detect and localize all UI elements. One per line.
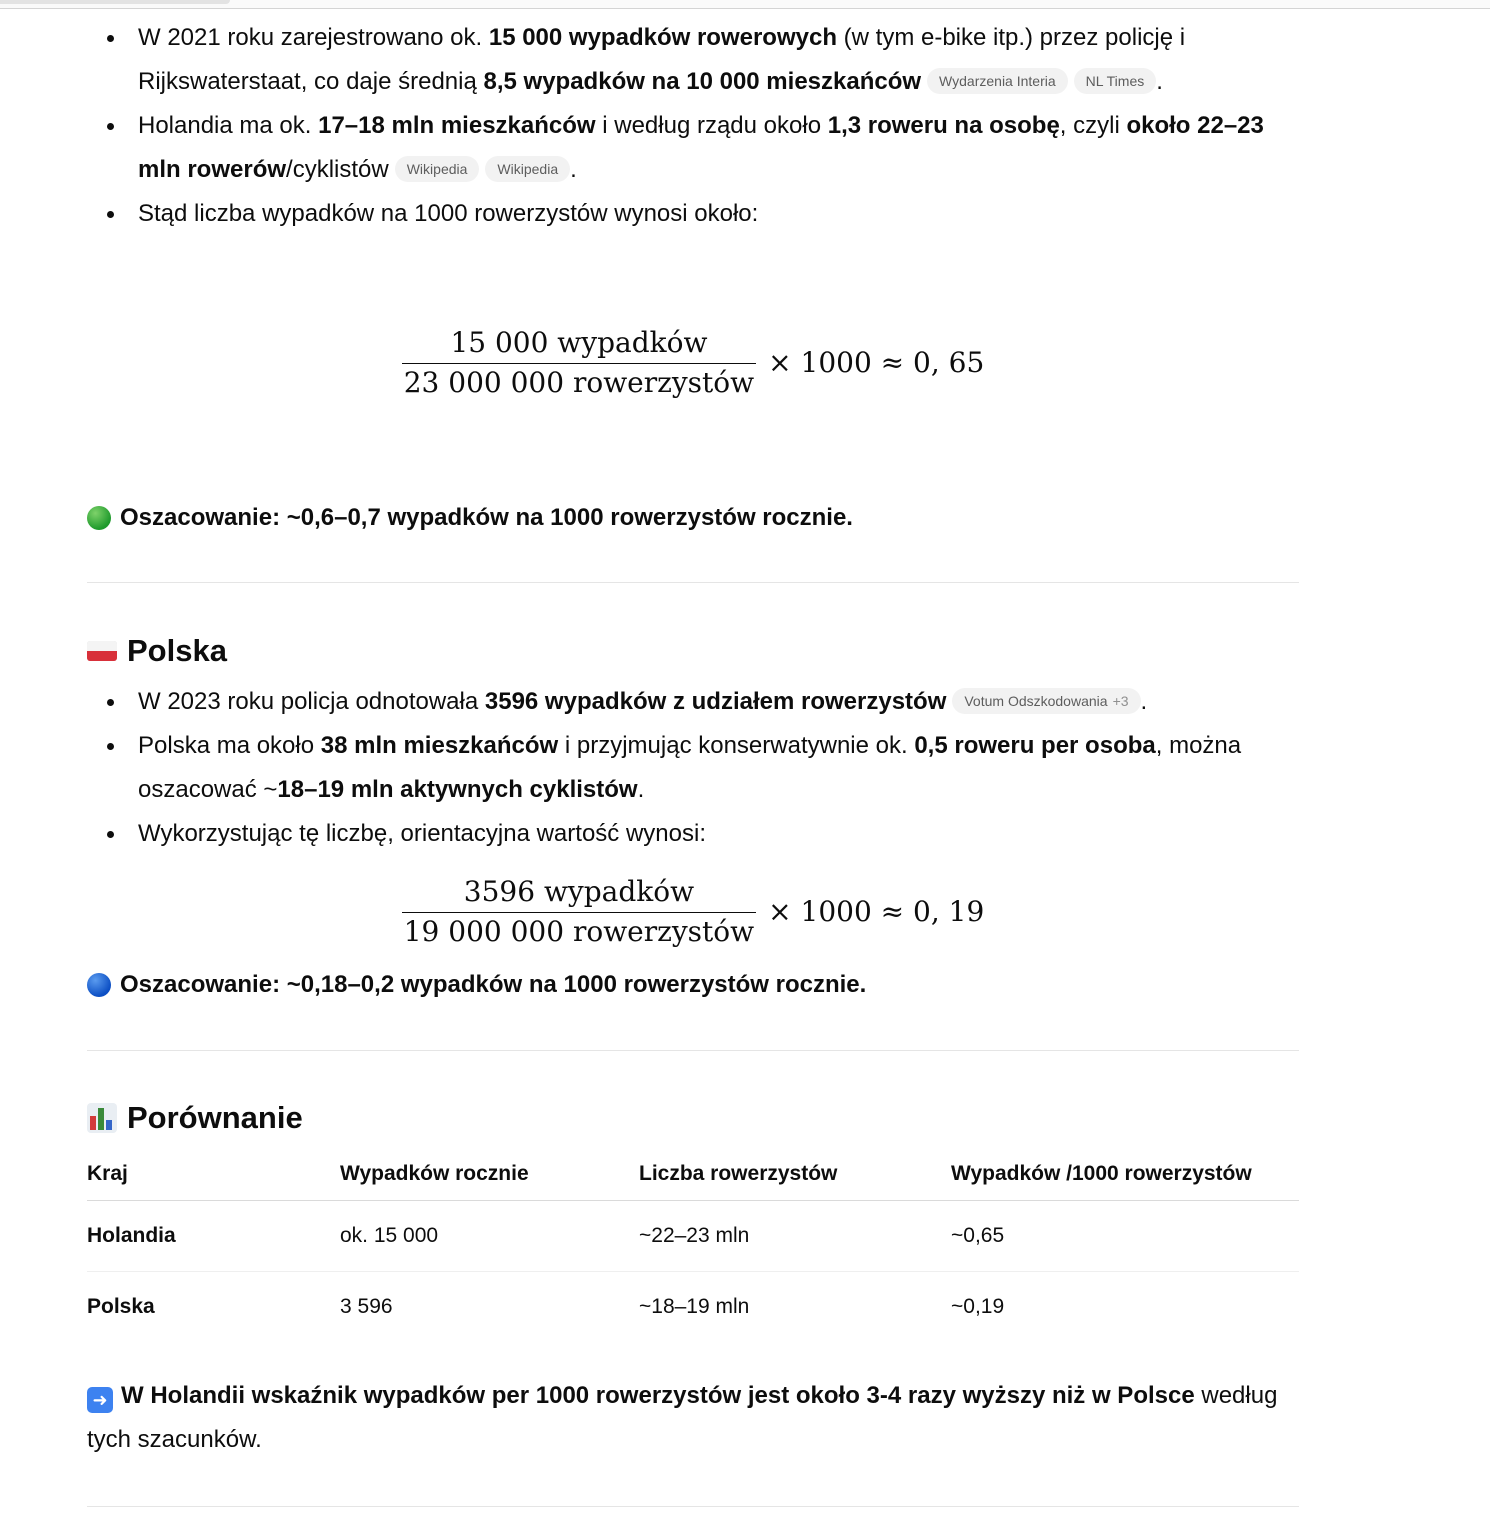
column-header: Wypadków /1000 rowerzystów <box>951 1148 1299 1201</box>
text: i według rządu około <box>595 112 828 139</box>
citation-chip[interactable] <box>952 688 1140 714</box>
bar-chart-icon <box>87 1103 117 1133</box>
chip-label: Votum Odszkodowania <box>964 693 1108 709</box>
table-cell: ~18–19 mln <box>639 1295 750 1318</box>
citation-chip[interactable]: Wikipedia <box>395 156 480 182</box>
list-item <box>87 16 1299 104</box>
text: Wykorzystując tę liczbę, orientacyjna wartość wynosi: <box>138 820 706 847</box>
column-header: Liczba rowerzystów <box>639 1148 951 1201</box>
table-cell: ok. 15 000 <box>340 1201 639 1272</box>
text: Holandia ma ok. <box>138 112 319 139</box>
estimate-text: Oszacowanie: ~0,6–0,7 wypadków na 1000 rowerzystów rocznie. <box>120 504 853 531</box>
bold-text: 15 000 wypadków rowerowych <box>488 24 837 51</box>
browser-tab-edge[interactable] <box>0 0 230 4</box>
netherlands-bullet-list <box>87 16 1299 236</box>
estimate-polska <box>87 968 1299 1002</box>
citation-chip[interactable]: NL Times <box>1074 68 1157 94</box>
table-cell: 3 596 <box>340 1295 393 1318</box>
browser-top-bar <box>0 0 1490 9</box>
table-cell: Holandia <box>87 1201 340 1272</box>
text: . <box>1156 68 1163 95</box>
list-item <box>87 104 1299 192</box>
section-heading-porownanie <box>87 1098 303 1138</box>
numerator: 15 000 wypadków <box>450 326 708 359</box>
list-item <box>87 680 1299 724</box>
text: Stąd liczba wypadków na 1000 rowerzystów wynosi około: <box>138 200 759 227</box>
column-header: Kraj <box>87 1148 340 1201</box>
right-arrow-icon: ➜ <box>87 1387 113 1413</box>
denominator: 19 000 000 rowerzystów <box>402 912 756 948</box>
comparison-table <box>87 1148 1299 1342</box>
formula-netherlands <box>87 326 1299 399</box>
table-cell: ~22–23 mln <box>639 1201 951 1272</box>
table-row <box>87 1272 1299 1343</box>
text: . <box>637 776 645 803</box>
divider <box>87 1050 1299 1051</box>
chip-count: +3 <box>1112 693 1129 709</box>
section-heading-polska <box>87 631 227 671</box>
numerator: 3596 wypadków <box>463 875 695 908</box>
text: (w tym e-bike itp.) przez policję i Rijkswaterstaat, co daje średnią <box>138 24 1186 95</box>
bold-text: 1,3 roweru na osobę <box>827 112 1060 139</box>
estimate-netherlands <box>87 501 1299 535</box>
conclusion-text: według tych szacunków. <box>87 1382 1278 1453</box>
list-item <box>87 812 1299 856</box>
bold-text: około 22–23 mln rowerów <box>138 112 1264 183</box>
estimate-text: Oszacowanie: ~0,18–0,2 wypadków na 1000 rowerzystów rocznie. <box>120 971 867 998</box>
conclusion-bold: W Holandii wskaźnik wypadków per 1000 rowerzystów jest około 3-4 razy wyższy niż w Polsce <box>121 1382 1195 1409</box>
text: /cyklistów <box>286 156 389 183</box>
bold-text: 8,5 wypadków na 10 000 mieszkańców <box>483 68 922 95</box>
list-item <box>87 724 1299 812</box>
text: i przyjmując konserwatywnie ok. <box>558 732 915 759</box>
table-row <box>87 1201 1299 1272</box>
heading-text: Polska <box>127 633 227 668</box>
table-cell: ~0,65 <box>951 1201 1299 1272</box>
conclusion <box>87 1374 1299 1462</box>
bold-text: 38 mln mieszkańców <box>320 732 559 759</box>
list-item <box>87 192 1299 236</box>
citation-chip[interactable]: Wikipedia <box>485 156 570 182</box>
table-cell: ~0,19 <box>951 1295 1005 1318</box>
formula-result: × 1000 ≈ 0, 19 <box>768 895 985 928</box>
table-cell: Polska <box>87 1295 155 1318</box>
heading-text: Porównanie <box>127 1100 303 1135</box>
formula-polska <box>87 875 1299 948</box>
text: W 2021 roku zarejestrowano ok. <box>138 24 489 51</box>
bold-text: 18–19 mln aktywnych cyklistów <box>277 776 638 803</box>
bold-text: 17–18 mln mieszkańców <box>318 112 596 139</box>
poland-flag-icon <box>87 641 117 661</box>
bold-text: 0,5 roweru per osoba <box>914 732 1156 759</box>
bold-text: 3596 wypadków z udziałem rowerzystów <box>484 688 947 715</box>
divider <box>87 582 1299 583</box>
citation-chip[interactable]: Wydarzenia Interia <box>927 68 1068 94</box>
denominator: 23 000 000 rowerzystów <box>402 363 756 399</box>
text: , czyli <box>1059 112 1127 139</box>
text: . <box>1140 688 1148 715</box>
table-header-row <box>87 1148 1299 1201</box>
text: Polska ma około <box>138 732 321 759</box>
fraction <box>402 875 756 948</box>
text: , można oszacować ~ <box>138 732 1242 803</box>
polska-bullet-list <box>87 680 1299 856</box>
green-circle-icon <box>87 506 111 530</box>
blue-circle-icon <box>87 973 111 997</box>
divider <box>87 1506 1299 1507</box>
text: . <box>570 156 577 183</box>
formula-result: × 1000 ≈ 0, 65 <box>768 346 985 379</box>
text: W 2023 roku policja odnotowała <box>138 688 485 715</box>
fraction <box>402 326 756 399</box>
column-header: Wypadków rocznie <box>340 1148 639 1201</box>
